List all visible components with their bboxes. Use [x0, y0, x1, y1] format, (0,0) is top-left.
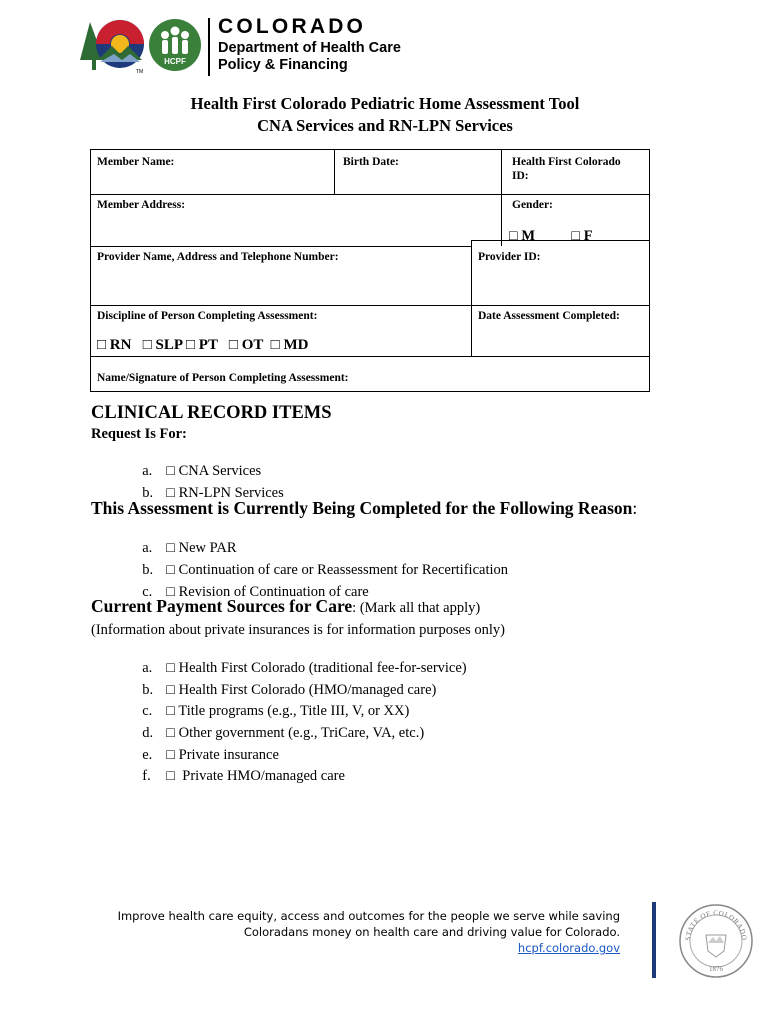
state-seal-icon	[678, 903, 754, 979]
member-info-form	[90, 149, 650, 392]
signature-label: Name/Signature of Person Completing Assessment:	[97, 372, 349, 384]
member-address-label: Member Address:	[97, 199, 186, 211]
item-text: □ Health First Colorado (traditional fee-for-service)	[166, 660, 467, 676]
provider-label: Provider Name, Address and Telephone Number:	[97, 251, 339, 263]
seal-year: 1876	[709, 965, 723, 973]
footer-line1: Improve health care equity, access and outcomes for the people we serve while saving	[117, 909, 620, 923]
item-text: □ New PAR	[166, 540, 237, 556]
item-letter: c.	[142, 703, 153, 719]
member-name-label: Member Name:	[97, 156, 175, 168]
date-completed-label: Date Assessment Completed:	[478, 310, 620, 322]
item-text: □ RN-LPN Services	[166, 485, 284, 501]
payment-heading	[91, 596, 480, 617]
form-col-divider	[471, 240, 472, 356]
birth-date-label: Birth Date:	[343, 156, 399, 168]
item-letter: b.	[142, 562, 154, 578]
form-row-divider	[91, 305, 649, 306]
footer-mission	[118, 908, 620, 956]
item-text: □ Health First Colorado (HMO/managed care)	[166, 682, 437, 698]
reason-heading-colon: :	[632, 498, 638, 518]
item-text: □ Revision of Continuation of care	[166, 584, 369, 600]
provider-id-label: Provider ID:	[478, 251, 541, 263]
form-row-divider	[91, 194, 649, 195]
item-letter: a.	[142, 540, 153, 556]
item-text: □ Title programs (e.g., Title III, V, or XX)	[166, 703, 410, 719]
item-letter: a.	[142, 463, 153, 479]
item-letter: b.	[142, 485, 154, 501]
item-letter: e.	[142, 747, 153, 763]
clinical-heading: CLINICAL RECORD ITEMS	[91, 403, 332, 423]
gender-label: Gender:	[512, 199, 553, 211]
hcpf-logo-text: HCPF	[164, 57, 186, 66]
item-text: □ Private insurance	[166, 747, 279, 763]
item-letter: a.	[142, 660, 153, 676]
item-text: □ CNA Services	[166, 463, 262, 479]
hcpf-logo-icon	[148, 18, 202, 72]
state-name: COLORADO	[218, 15, 367, 38]
request-item-rn-lpn[interactable]	[135, 468, 284, 502]
colorado-logo-icon	[78, 16, 146, 74]
document-title: Health First Colorado Pediatric Home Assessment Tool	[190, 94, 580, 113]
reason-heading	[91, 498, 637, 519]
reason-heading-text: This Assessment is Currently Being Completed for the Following Reason	[91, 498, 633, 518]
payment-heading-text: Current Payment Sources for Care	[91, 596, 353, 616]
item-letter: b.	[142, 682, 154, 698]
payment-note: (Information about private insurances is for information purposes only)	[91, 622, 505, 638]
hfc-id-label-line2: ID:	[512, 170, 529, 182]
tm-mark: TM	[136, 69, 144, 74]
footer-link[interactable]: hcpf.colorado.gov	[517, 941, 620, 955]
item-text: □ Private HMO/managed care	[166, 768, 345, 784]
seal-text: STATE OF COLORADO	[683, 908, 749, 941]
item-text: □ Other government (e.g., TriCare, VA, etc.)	[166, 725, 425, 741]
item-letter: f.	[142, 768, 151, 784]
form-row-divider	[91, 246, 471, 247]
footer-line2: Coloradans money on health care and driving value for Colorado.	[243, 925, 620, 939]
payment-item-private-hmo[interactable]	[135, 751, 345, 785]
item-letter: d.	[142, 725, 154, 741]
document-subtitle: CNA Services and RN-LPN Services	[257, 116, 513, 135]
form-row-divider	[91, 356, 649, 357]
discipline-checkboxes[interactable]: □ RN □ SLP □ PT □ OT □ MD	[97, 337, 309, 353]
item-text: □ Continuation of care or Reassessment for Recertification	[166, 562, 508, 578]
dept-line2: Policy & Financing	[218, 57, 348, 73]
gender-checkboxes[interactable]: □ M □ F	[509, 228, 593, 244]
hfc-id-label-line1: Health First Colorado	[512, 156, 621, 168]
footer-accent-bar	[652, 902, 656, 978]
form-col-divider	[334, 150, 335, 194]
payment-heading-suffix: : (Mark all that apply)	[352, 600, 481, 616]
header-divider	[208, 18, 210, 76]
item-letter: c.	[142, 584, 153, 600]
request-label: Request Is For:	[91, 426, 187, 442]
dept-line1: Department of Health Care	[218, 40, 401, 56]
discipline-label: Discipline of Person Completing Assessment:	[97, 310, 318, 322]
org-name	[218, 14, 401, 74]
form-col-divider	[501, 150, 502, 246]
